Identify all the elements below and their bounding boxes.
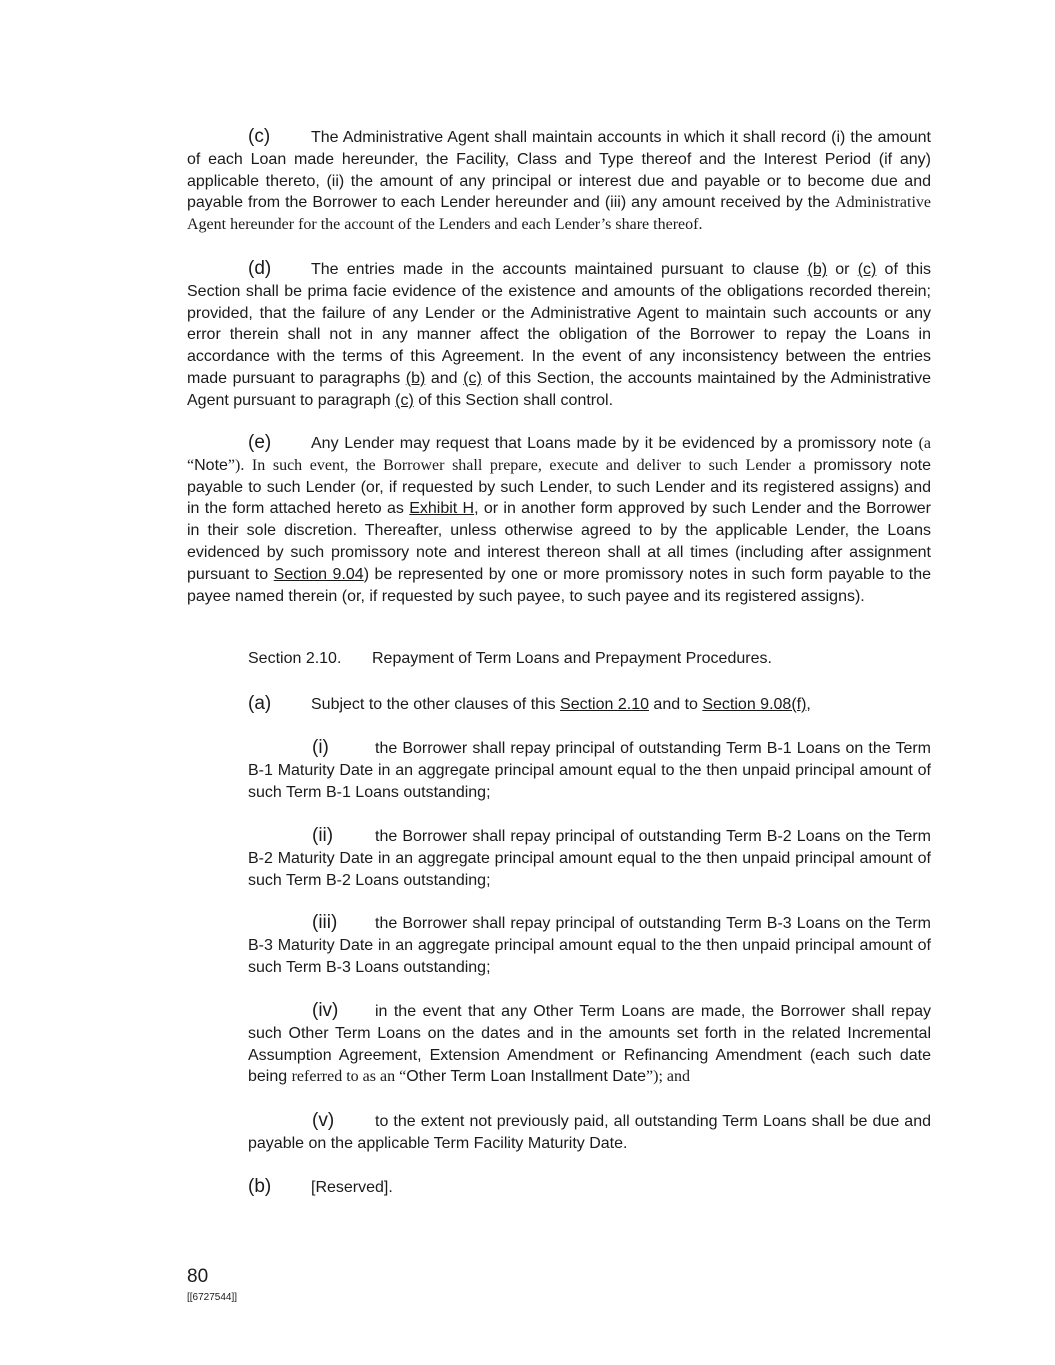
marker-iv: (iv)	[312, 1000, 339, 1021]
ref-section-9-08f[interactable]: Section 9.08(f)	[702, 696, 807, 713]
item-iii-text: the Borrower shall repay principal of outstanding Term B-3 Loans on the Term B-3 Maturity Date in an aggregate principal amount equal to the then unpaid principal amount of such Term B-3 Loans outstanding;	[248, 915, 931, 976]
item-v	[248, 1110, 931, 1155]
paragraph-d-text-6: of this Section shall control.	[413, 391, 614, 409]
marker-d: (d)	[248, 258, 272, 279]
ref-exhibit-h[interactable]: Exhibit H	[409, 500, 475, 518]
section-title: Repayment of Term Loans and Prepayment Procedures.	[372, 650, 772, 667]
section-heading	[248, 650, 772, 668]
ref-clause-c[interactable]: (c)	[857, 261, 877, 278]
paragraph-a	[248, 693, 931, 716]
paragraph-a-text-1: Subject to the other clauses of this	[311, 696, 561, 713]
item-iii	[248, 912, 931, 978]
item-iv-text-3: ”); and	[646, 1068, 690, 1086]
paragraph-e	[187, 432, 931, 607]
paragraph-c	[187, 126, 931, 236]
item-i	[248, 737, 931, 803]
paragraph-d-text-3: of this Section shall be prima facie evidence of the existence and amounts of the obligations recorded therein; provided, that the failure of any Lender or the Administrative Agent to maintain such accounts or any error therein shall not in any manner affect the obligation of the Borrower to repay the Loans in accordance with the terms of this Agreement. In the event of any inconsistency between the entries made pursuant to paragraphs	[187, 261, 932, 387]
paragraph-c-text-end: Administrative Agent hereunder for the account of the Lenders and each Lender’s share thereof.	[187, 194, 931, 234]
marker-e: (e)	[248, 432, 272, 453]
ref-paragraph-b[interactable]: (b)	[405, 369, 426, 387]
ref-clause-b[interactable]: (b)	[807, 261, 828, 278]
paragraph-a-text-3: ,	[806, 696, 811, 713]
paragraph-d-text-4: and	[425, 369, 464, 387]
paragraph-e-text-6: ) be represented by one or more promissory notes in such form payable to the payee named therein (or, if requested by such payee, to such payee and its registered assigns).	[187, 565, 932, 605]
page-number: 80	[187, 1266, 209, 1287]
paragraph-b	[248, 1176, 931, 1199]
paragraph-d	[187, 258, 931, 412]
section-number: Section 2.10.	[248, 650, 342, 667]
marker-a: (a)	[248, 693, 272, 714]
document-id: [[6727544]]	[187, 1292, 238, 1303]
paragraph-e-text-1: Any Lender may request that Loans made by it be evidenced by a promissory note	[311, 435, 913, 452]
marker-c: (c)	[248, 126, 271, 147]
ref-section-2-10[interactable]: Section 2.10	[560, 696, 649, 713]
paragraph-e-text-4: promissory note payable to such Lender (or, if requested by such Lender, to such Lender and its registered assigns) and in the form attached hereto as	[187, 456, 931, 518]
marker-i: (i)	[312, 737, 329, 758]
item-ii-text: the Borrower shall repay principal of outstanding Term B-2 Loans on the Term B-2 Maturity Date in an aggregate principal amount equal to the then unpaid principal amount of such Term B-2 Loans outstanding;	[248, 828, 931, 889]
paragraph-a-text-2: and to	[648, 696, 703, 713]
item-i-text: the Borrower shall repay principal of outstanding Term B-1 Loans on the Term B-1 Maturity Date in an aggregate principal amount equal to the then unpaid principal amount of such Term B-1 Loans outstanding;	[248, 740, 931, 801]
ref-paragraph-c[interactable]: (c)	[463, 369, 482, 387]
item-iv	[248, 1000, 931, 1088]
defined-term-other-term-loan-installment-date: Other Term Loan Installment Date	[406, 1068, 647, 1086]
paragraph-b-text: [Reserved].	[311, 1179, 393, 1196]
paragraph-e-text-3: ”). In such event, the Borrower shall prepare, execute and deliver to such Lender a	[227, 456, 806, 474]
marker-b: (b)	[248, 1176, 272, 1197]
item-ii	[248, 825, 931, 891]
item-iv-text-1: in the event that any Other Term Loans are made, the Borrower shall repay such Other Term Loans on the dates and in the amounts set forth in the related Incremental Assumption Agreement, Extension Amendment or Refinancing Amendment (each such date being	[248, 1003, 931, 1086]
paragraph-d-text-5: of this Section, the accounts maintained by the Administrative Agent pursuant to paragraph	[187, 369, 932, 409]
ref-paragraph-c-2[interactable]: (c)	[395, 391, 414, 409]
marker-v: (v)	[312, 1110, 335, 1131]
paragraph-d-text-1: The entries made in the accounts maintained pursuant to clause	[311, 261, 808, 278]
paragraph-d-text-2: or	[827, 261, 858, 278]
item-iv-text-2: referred to as an “	[291, 1068, 407, 1086]
paragraph-e-text-2: (a “	[187, 435, 931, 474]
marker-ii: (ii)	[312, 825, 334, 846]
paragraph-c-text: The Administrative Agent shall maintain accounts in which it shall record (i) the amount of each Loan made hereunder, the Facility, Class and Type thereof and the Interest Period (if any) applicable thereto, (ii) the amount of any principal or interest due and payable or to become due and payable from the Borrower to each Lender hereunder and (iii) any amount received by the	[187, 129, 931, 212]
marker-iii: (iii)	[312, 912, 338, 933]
item-v-text: to the extent not previously paid, all outstanding Term Loans shall be due and payable on the applicable Term Facility Maturity Date.	[248, 1113, 931, 1152]
defined-term-note: Note	[194, 456, 228, 474]
ref-section-9-04[interactable]: Section 9.04	[273, 565, 364, 583]
paragraph-e-text-5: , or in another form approved by such Lender and the Borrower in their sole discretion. Thereafter, unless otherwise agreed to by the applicable Lender, the Loans evidenced by such promissory note and interest thereon shall at all times (including after assignment pursuant to	[187, 500, 931, 583]
